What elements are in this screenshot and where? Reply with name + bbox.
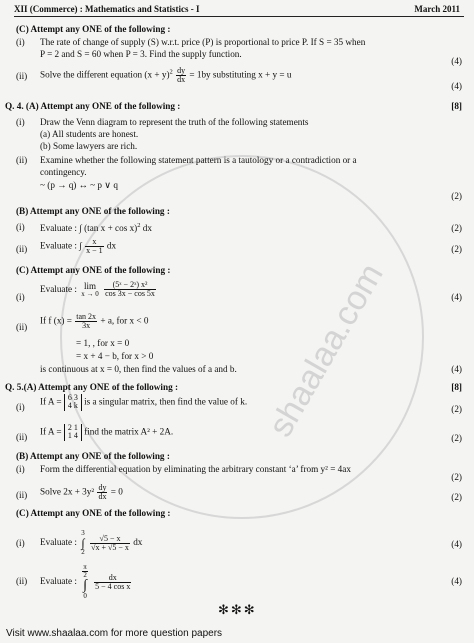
- q4a-ii-marks: (2): [451, 191, 462, 201]
- q5a-ii-text: If A = 2 1 1 4 find the matrix A² + 2A.: [40, 423, 174, 441]
- q4b-ii-number: (ii): [16, 244, 28, 254]
- q4b-ii-integral: Evaluate : ∫ $\frac{x}{x - 1}$ dx: [40, 237, 117, 255]
- q4b-i-integral: Evaluate : ∫ (tan x + cos x)$^2$ dx: [40, 222, 152, 234]
- q4c-ii-line4: is continuous at x = 0, then find the values of a and b.: [40, 364, 237, 374]
- page-header: [14, 4, 464, 17]
- q4c-i-limit: Evaluate : lim x → 0 $\frac{\text{(5ˣ − 2ˣ) x²}}{\cos 3x - \cos 5x}$: [40, 280, 155, 298]
- q4a-i-b: (b) Some lawyers are rich.: [40, 141, 138, 151]
- q5c-ii-number: (ii): [16, 576, 28, 586]
- matrix-a1: 6 3 4 k: [64, 394, 82, 411]
- q5a-i-number: (i): [16, 402, 25, 412]
- q3c-i-line2: P = 2 and S = 60 when P = 3. Find the supply function.: [40, 49, 242, 59]
- q5b-heading: (B) Attempt any ONE of the following :: [16, 451, 170, 461]
- q5b-i-number: (i): [16, 464, 25, 474]
- q5c-ii-marks: (4): [451, 576, 462, 586]
- q5-heading: Q. 5.(A) Attempt any ONE of the following :: [5, 382, 179, 392]
- q3c-i-marks: (4): [451, 56, 462, 66]
- q5b-ii-number: (ii): [16, 490, 28, 500]
- q3c-heading: (C) Attempt any ONE of the following :: [16, 24, 171, 34]
- q5c-i-number: (i): [16, 538, 25, 548]
- q5b-i-marks: (2): [451, 472, 462, 482]
- q5-marks: [8]: [451, 382, 462, 392]
- q4a-i-a: (a) All students are honest.: [40, 129, 139, 139]
- q4b-ii-marks: (2): [451, 244, 462, 254]
- q4a-ii-line1: Examine whether the following statement pattern is a tautology or a contradiction or a: [40, 155, 357, 165]
- q4b-i-marks: (2): [451, 223, 462, 233]
- q5c-i-marks: (4): [451, 539, 462, 549]
- q4a-ii-number: (ii): [16, 155, 28, 165]
- q4-heading: Q. 4. (A) Attempt any ONE of the following :: [5, 101, 181, 111]
- matrix-a2: 2 1 1 4: [64, 424, 82, 441]
- q4c-ii-marks: (4): [451, 364, 462, 374]
- q4b-heading: (B) Attempt any ONE of the following :: [16, 206, 170, 216]
- q5b-i-text: Form the differential equation by eliminating the arbitrary constant ‘a’ from y² = 4ax: [40, 464, 351, 474]
- q5b-ii-equation: Solve 2x + 3y² $\frac{dy}{dx}$ = 0: [40, 483, 123, 501]
- q5b-ii-marks: (2): [451, 492, 462, 502]
- footer-link[interactable]: Visit www.shaalaa.com for more question papers: [6, 628, 223, 639]
- q5a-i-text: If A = 6 3 4 k is a singular matrix, then find the value of k.: [40, 393, 248, 411]
- q3c-ii-marks: (4): [451, 81, 462, 91]
- q4c-i-number: (i): [16, 292, 25, 302]
- q3c-ii-equation: Solve the different equation $(x + y)^2$ $\frac{dy}{dx}$ = 1by substituting x + y = u: [40, 66, 292, 84]
- q3c-i-number: (i): [16, 37, 25, 47]
- q4c-ii-line1: If f (x) = $\frac{\tan 2x}{3x}$ + a, for x < 0: [40, 312, 149, 330]
- header-subject: XII (Commerce) : Mathematics and Statistics - I: [14, 4, 200, 14]
- q4c-ii-number: (ii): [16, 322, 28, 332]
- q4a-i-number: (i): [16, 117, 25, 127]
- watermark-text: shaalaa.com: [261, 257, 391, 444]
- q4a-ii-expression: ~ (p → q) ↔ ~ p ∨ q: [40, 180, 118, 190]
- q5a-i-marks: (2): [451, 404, 462, 414]
- q4c-ii-line2: = 1, , for x = 0: [76, 338, 130, 348]
- end-stars: ✻✻✻: [218, 602, 257, 617]
- q3c-ii-number: (ii): [16, 71, 28, 81]
- q4a-ii-line2: contingency.: [40, 167, 87, 177]
- q5a-ii-marks: (2): [451, 433, 462, 443]
- q5a-ii-number: (ii): [16, 432, 28, 442]
- q4a-i-text: Draw the Venn diagram to represent the truth of the following statements: [40, 117, 309, 127]
- q3c-i-line1: The rate of change of supply (S) w.r.t. price (P) is proportional to price P. If S = 35 when: [40, 37, 366, 47]
- q4-marks: [8]: [451, 101, 462, 111]
- q4c-i-marks: (4): [451, 292, 462, 302]
- q5c-heading: (C) Attempt any ONE of the following :: [16, 508, 171, 518]
- q5c-ii-integral: Evaluate : π 2 ∫ 0 $\frac{dx}{\text{5 − 4 cos x}}$: [40, 563, 131, 600]
- q4b-i-number: (i): [16, 222, 25, 232]
- q4c-ii-line3: = x + 4 − b, for x > 0: [76, 351, 154, 361]
- q5c-i-integral: Evaluate : 3 ∫ 2 $\frac{√5 - x}{√x + √5 - x}$ dx: [40, 529, 143, 556]
- q4c-heading: (C) Attempt any ONE of the following :: [16, 265, 171, 275]
- header-date: March 2011: [414, 4, 460, 14]
